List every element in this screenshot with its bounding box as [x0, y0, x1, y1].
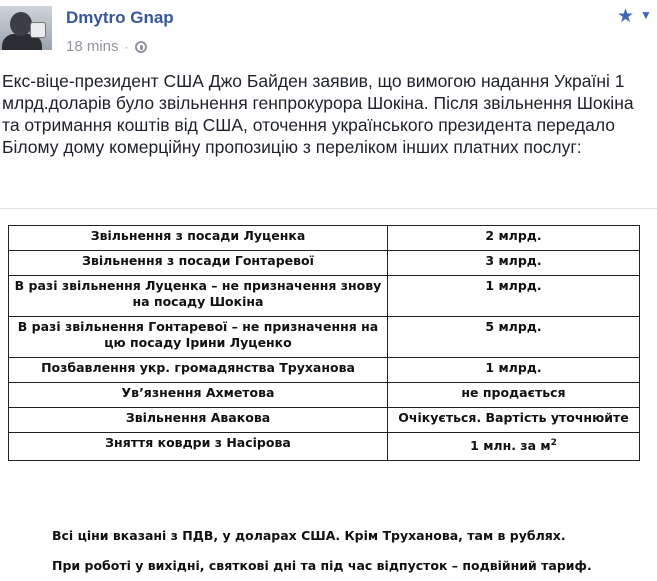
service-cell: Звільнення з посади Гонтаревої: [9, 251, 388, 276]
table-row: [9, 226, 640, 251]
price-note-tariff: При роботі у вихідні, святкові дні та під час відпусток – подвійний тариф.: [52, 558, 592, 573]
avatar[interactable]: [0, 6, 52, 50]
service-cell: В разі звільнення Луценка – не призначення знову на посаду Шокіна: [9, 276, 388, 317]
post-header: [0, 0, 657, 62]
table-row: [9, 383, 640, 408]
table-row: [9, 276, 640, 317]
price-superscript: 2: [550, 438, 557, 448]
post-image[interactable]: [0, 208, 657, 581]
service-cell: В разі звільнення Гонтаревої – не призначення на цю посаду Ірини Луценко: [9, 317, 388, 358]
author-name-link[interactable]: Dmytro Gnap: [66, 8, 174, 27]
megaphone-icon: [30, 22, 46, 38]
service-cell: Зняття ковдри з Насірова: [9, 433, 388, 461]
post-text: Екс-віце-президент США Джо Байден заявив, що вимогою надання Україні 1 млрд.доларів було звільнення генпрокурора Шокіна. Після звільнення Шокіна та отримання коштів від США, оточення українського президента передало Білому дому комерційну пропозицію з переліком інших платних послуг:: [2, 71, 634, 157]
table-row: [9, 433, 640, 461]
price-cell: 1 млрд.: [388, 276, 640, 317]
service-cell: Звільнення з посади Луценка: [9, 226, 388, 251]
service-cell: Позбавлення укр. громадянства Труханова: [9, 358, 388, 383]
chevron-down-icon[interactable]: ▼: [640, 8, 652, 22]
price-cell: 5 млрд.: [388, 317, 640, 358]
price-cell: 1 млрд.: [388, 358, 640, 383]
service-cell: Ув’язнення Ахметова: [9, 383, 388, 408]
post-meta: [66, 38, 147, 55]
price-note-currency: Всі ціни вказані з ПДВ, у доларах США. Крім Труханова, там в рублях.: [52, 528, 566, 543]
price-cell: не продається: [388, 383, 640, 408]
star-icon[interactable]: ★: [617, 6, 635, 27]
price-cell: 3 млрд.: [388, 251, 640, 276]
table-row: [9, 408, 640, 433]
post-timestamp[interactable]: 18 mins: [66, 38, 119, 55]
service-cell: Звільнення Авакова: [9, 408, 388, 433]
table-row: [9, 317, 640, 358]
price-cell: [388, 433, 640, 461]
price-cell: 2 млрд.: [388, 226, 640, 251]
table-row: [9, 251, 640, 276]
price-text: 1 млн. за м: [470, 438, 551, 454]
avatar-head: [10, 12, 32, 36]
globe-icon[interactable]: [135, 41, 147, 53]
price-table: [8, 225, 640, 461]
price-cell: Очікується. Вартість уточнюйте: [388, 408, 640, 433]
meta-separator: ·: [124, 39, 129, 54]
table-row: [9, 358, 640, 383]
